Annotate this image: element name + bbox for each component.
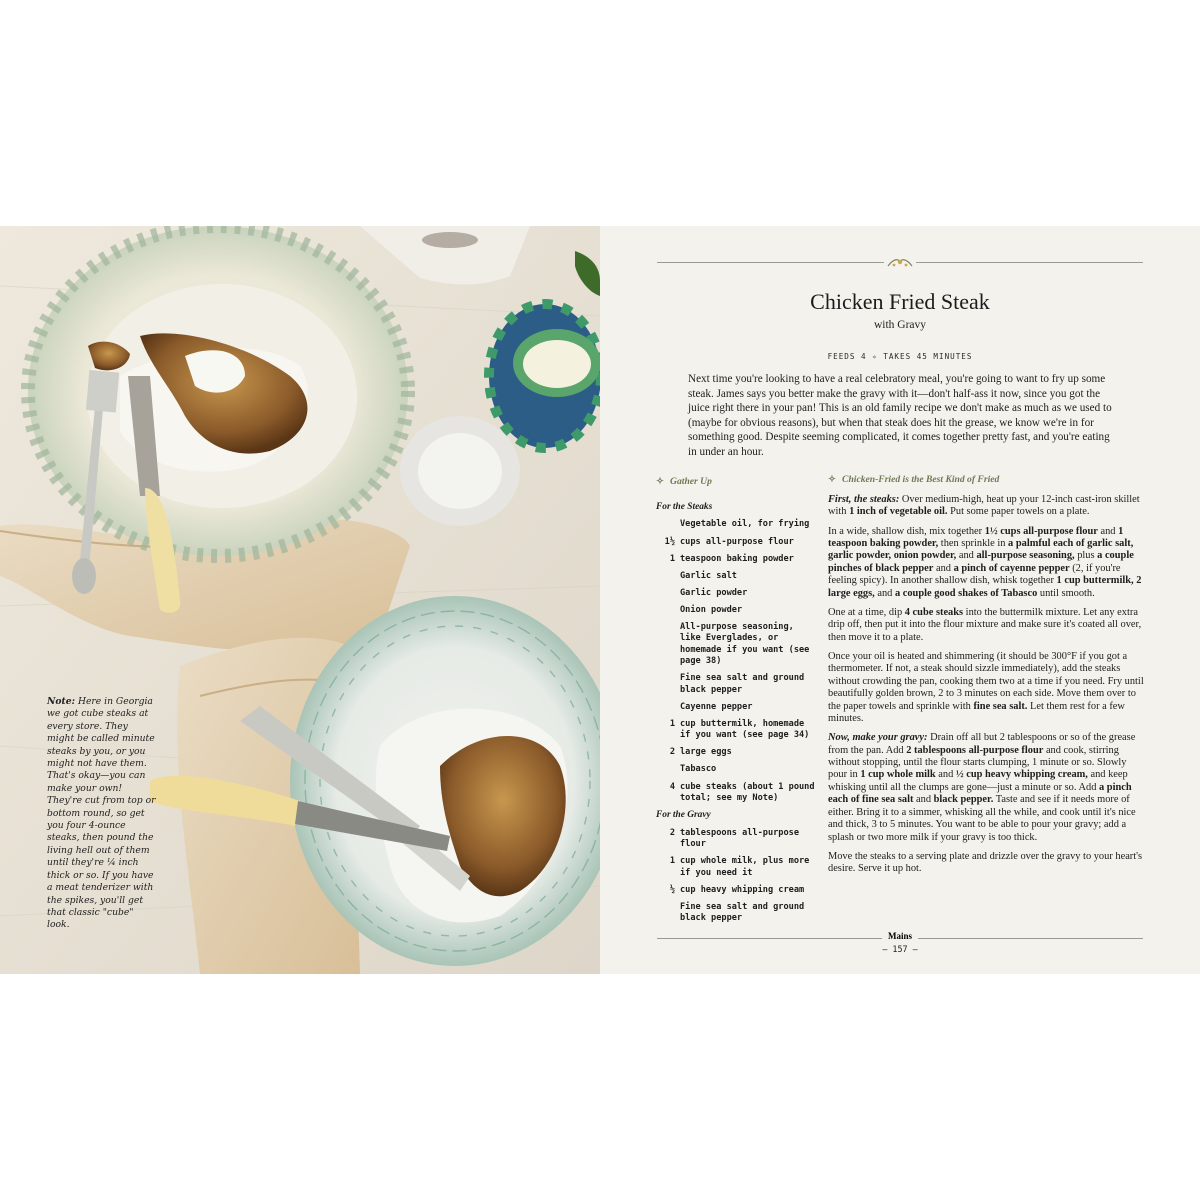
direction-run: a pinch of cayenne pepper (953, 562, 1070, 574)
direction-run: In a wide, shallow dish, mix together (828, 525, 985, 537)
ingredient-item (656, 588, 816, 599)
ingredient-qty (656, 519, 680, 530)
ingredient-item (656, 519, 816, 530)
direction-run: until smooth. (1037, 587, 1095, 599)
ingredient-qty: 1 (669, 553, 675, 564)
ingredient-text: Cayenne pepper (680, 701, 753, 712)
direction-paragraph (828, 526, 1146, 601)
floral-ornament-icon (884, 254, 916, 272)
direction-run: then sprinkle in (938, 537, 1009, 549)
ingredient-qty (656, 571, 680, 582)
direction-run: 2 tablespoons all-purpose flour (906, 744, 1044, 756)
note-label: Note: (47, 696, 76, 707)
ingredient-text: All-purpose seasoning, like Everglades, or homemade if you want (see page 38) (680, 621, 810, 667)
note-text: Here in Georgia we got cube steaks at every store. They might be called minute steaks by you, or you might not have them. That's okay—you can make your own! They're cut from top or bottom round, so get you four 4-ounce steaks, then pound the living hell out of them until they're ¼ inch thick or so. If you have a meat tenderizer with the spikes, you'll get that classic "cube" look. (47, 696, 156, 931)
book-spread (0, 226, 1200, 974)
direction-paragraph (828, 851, 1146, 876)
direction-run: fine sea salt. (973, 700, 1028, 712)
gather-heading (656, 476, 712, 487)
ingredient-qty (656, 588, 680, 599)
directions-text (828, 494, 1146, 882)
recipe-intro: Next time you're looking to have a real celebratory meal, you're going to want to fry up some steak. James says you better make the gravy with it—don't half-ass it now, since you got the juice right there in your pan! This is an old family recipe we don't make as much as we used to (maybe for obvious reasons), but when that steak does hit the grease, we know we're in for something good. Despite seeming complicated, it comes together pretty fast, and you're eating in under an hour. (688, 373, 1112, 458)
ingredient-text: cup heavy whipping cream (680, 884, 805, 895)
ingredient-item (656, 828, 816, 851)
ingredient-text: cube steaks (about 1 pound total; see my Note) (680, 781, 815, 803)
ingredient-text: Fine sea salt and ground black pepper (680, 901, 805, 924)
ingredient-qty: 2 (669, 747, 675, 758)
ingredient-qty (656, 622, 680, 668)
direction-run: all-purpose seasoning, (976, 550, 1075, 562)
direction-run: 1 cup whole milk (860, 769, 936, 781)
ingredient-item (656, 782, 816, 805)
direction-run: Drain off all but 2 tablespoons or so of the grease from the pan. Add (828, 732, 1136, 756)
direction-run: plus (1074, 550, 1098, 562)
diamond-icon: ✧ (828, 474, 837, 485)
ingredient-item (656, 764, 816, 775)
ingredient-text: Fine sea salt and ground black pepper (680, 673, 805, 695)
ingredient-text: Tabasco (680, 764, 717, 775)
direction-run: First, the steaks: (828, 494, 900, 505)
recipe-subtitle: with Gravy (873, 319, 927, 331)
ingredient-text: teaspoon baking powder (680, 553, 794, 564)
direction-run: and (913, 794, 934, 806)
direction-paragraph (828, 651, 1146, 726)
direction-run: Put some paper towels on a plate. (947, 506, 1090, 518)
ingredient-item (656, 673, 816, 696)
section-label (600, 931, 1200, 941)
recipe-meta: FEEDS 4 ✧ TAKES 45 MINUTES (827, 352, 973, 361)
ingredient-text: cup buttermilk, homemade if you want (see page 34) (680, 718, 810, 741)
ingredient-qty: 4 (669, 781, 675, 792)
ingredient-qty: 1 (669, 718, 675, 729)
photo-note (47, 696, 157, 932)
gather-heading-label: Gather Up (670, 476, 712, 487)
food-photo (0, 226, 600, 974)
ingredient-qty (656, 673, 680, 696)
direction-run: black pepper. (933, 794, 994, 806)
direction-paragraph (828, 607, 1146, 644)
recipe-page (600, 226, 1200, 974)
ingredient-group-heading: For the Steaks (656, 502, 713, 512)
ingredient-item (656, 902, 816, 925)
ingredient-list (656, 502, 816, 930)
direction-run: 1½ cups all-purpose flour (984, 525, 1098, 537)
direction-run: 1 teaspoon baking powder, (828, 525, 1124, 549)
direction-run: and keep whisking until all the clumps are gone—just a minute or so. Add (828, 769, 1128, 793)
direction-run: and (1097, 525, 1119, 537)
direction-run: 1 inch of vegetable oil. (849, 506, 948, 518)
direction-run: and (874, 587, 895, 599)
direction-run: into the buttermilk mixture. Let any extra drip off, then put it into the flour mixture and make sure it's coated all over, then move it to a plate. (828, 606, 1142, 643)
direction-paragraph (828, 732, 1146, 844)
ingredient-qty (656, 764, 680, 775)
direction-run: Taste and see if it needs more of either. Bring it to a simmer, whisking all the while, and cook until it's nice and thick, 3 to 5 minutes. You want to be able to pour your gravy; add a splash or two more milk if your gravy is too thick. (828, 794, 1136, 843)
ingredient-text: cups all-purpose flour (680, 536, 794, 547)
page-number: – 157 – (882, 944, 918, 954)
ingredient-item (656, 537, 816, 548)
direction-run: Now, make your gravy: (828, 732, 928, 744)
ingredient-item (656, 747, 816, 758)
direction-run: and (935, 769, 956, 781)
ingredient-item (656, 554, 816, 565)
direction-run: and (933, 562, 954, 574)
direction-run: and cook, stirring without stopping, until the flour starts clumping, 1 minute or so. Slowly pour in (828, 744, 1127, 781)
ingredient-qty (656, 902, 680, 925)
direction-run: Once your oil is heated and shimmering (it should be 300°F if you got a thermometer. If not, a steak should sizzle immediately), add the steaks without crowding the pan, cooking them two at a time if you need. Fry until beautifully golden brown, 2 to 3 minutes on each side. Move them over to the paper towels and sprinkle with (828, 650, 1144, 712)
directions-heading (828, 474, 999, 485)
ingredient-item (656, 719, 816, 742)
ingredient-item (656, 856, 816, 879)
ingredient-item (656, 702, 816, 713)
direction-run: Let them rest for a few minutes. (828, 700, 1125, 725)
direction-run: (2, if you're feeling spicy). In another shallow dish, whisk together (828, 562, 1121, 587)
direction-run: Move the steaks to a serving plate and drizzle over the gravy to your heart's desire. Serve it up hot. (828, 850, 1143, 875)
diamond-icon: ✧ (656, 476, 665, 487)
ingredient-item (656, 885, 816, 896)
recipe-title: Chicken Fried Steak (810, 289, 990, 314)
ingredient-qty: 1½ (664, 536, 675, 547)
ingredient-text: Garlic powder (680, 587, 748, 598)
ingredient-qty (656, 605, 680, 616)
direction-run: a couple good shakes of Tabasco (894, 587, 1038, 599)
direction-paragraph (828, 494, 1146, 519)
ingredient-item (656, 605, 816, 616)
ingredient-group-heading: For the Gravy (656, 810, 711, 821)
direction-run: 1 cup buttermilk, 2 large eggs, (828, 575, 1142, 599)
ingredient-text: large eggs (680, 747, 732, 758)
direction-run: a couple pinches of black pepper (828, 550, 1134, 574)
ingredient-text: Garlic salt (680, 570, 737, 581)
direction-run: One at a time, dip (828, 606, 905, 618)
ingredient-qty: 1 (669, 856, 675, 867)
ingredient-item (656, 571, 816, 582)
direction-run: 4 cube steaks (904, 606, 964, 618)
ingredient-text: tablespoons all-purpose flour (680, 827, 799, 850)
direction-run: a pinch each of fine sea salt (828, 781, 1132, 806)
direction-run: and (956, 550, 977, 562)
ingredient-item (656, 622, 816, 668)
ingredient-qty: ½ (669, 884, 675, 895)
ingredient-text: cup whole milk, plus more if you need it (680, 856, 810, 878)
direction-run: ½ cup heavy whipping cream, (955, 769, 1088, 781)
ingredient-qty (656, 702, 680, 713)
ingredient-text: Vegetable oil, for frying (680, 519, 810, 530)
section-label-text: Mains (882, 931, 918, 941)
direction-run: Over medium-high, heat up your 12-inch cast-iron skillet with (828, 494, 1140, 518)
direction-run: a palmful each of garlic salt, garlic powder, onion powder, (828, 537, 1134, 562)
directions-heading-label: Chicken-Fried is the Best Kind of Fried (842, 474, 1000, 485)
ingredient-qty: 2 (669, 827, 675, 838)
ingredient-text: Onion powder (680, 604, 743, 615)
